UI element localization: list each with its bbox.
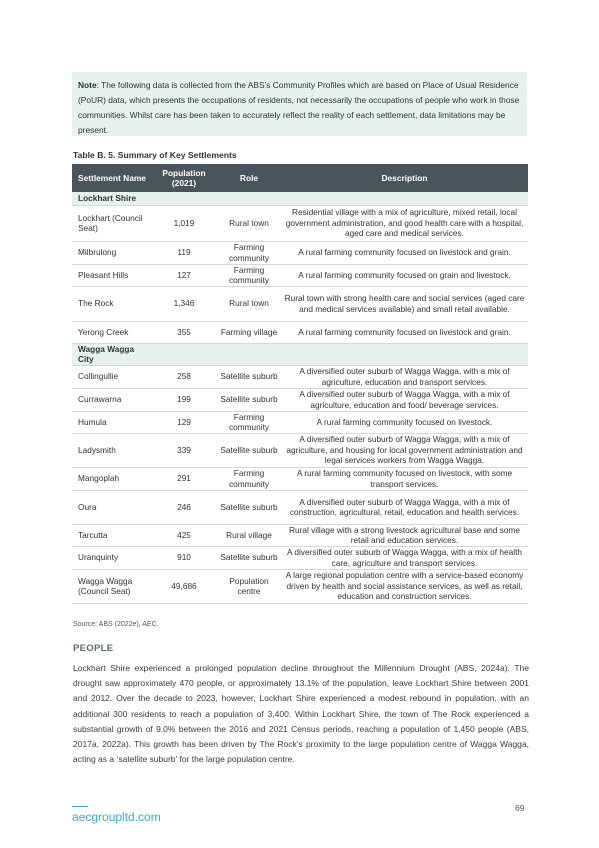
header-settlement-name: Settlement Name bbox=[72, 164, 151, 192]
population-value: 910 bbox=[151, 546, 217, 569]
settlement-description: A rural farming community focused on grain and livestock. bbox=[281, 264, 528, 286]
settlement-description: A diversified outer suburb of Wagga Wagga, with a mix of agriculture, and housing for local government administration and legal services workers from Wagga Wagga. bbox=[281, 433, 528, 467]
footer-logo[interactable]: aecgroupltd.com bbox=[72, 810, 161, 824]
settlement-role: Farming community bbox=[217, 467, 281, 490]
settlement-role: Population centre bbox=[217, 569, 281, 603]
table-row bbox=[72, 264, 528, 286]
settlement-name: Lockhart (Council Seat) bbox=[72, 205, 151, 241]
population-value: 199 bbox=[151, 388, 217, 411]
population-value: 355 bbox=[151, 321, 217, 343]
group-label: Wagga Wagga City bbox=[72, 343, 528, 365]
settlement-description: A diversified outer suburb of Wagga Wagga, with a mix of health care, agriculture and transport services. bbox=[281, 546, 528, 569]
footer-accent-line bbox=[72, 806, 88, 807]
group-label: Lockhart Shire bbox=[72, 192, 528, 205]
table-row bbox=[72, 241, 528, 264]
settlement-role: Satellite suburb bbox=[217, 365, 281, 388]
settlement-name: Tarcutta bbox=[72, 524, 151, 546]
settlement-description: Residential village with a mix of agriculture, mixed retail, local government administration, and good health care with a hospital, aged care and medical services. bbox=[281, 205, 528, 241]
population-value: 246 bbox=[151, 490, 217, 524]
settlement-name: Wagga Wagga (Council Seat) bbox=[72, 569, 151, 603]
table-row bbox=[72, 321, 528, 343]
section-heading: PEOPLE bbox=[73, 643, 114, 654]
settlement-description: A rural farming community focused on livestock, with some transport services. bbox=[281, 467, 528, 490]
settlement-name: Milbrulong bbox=[72, 241, 151, 264]
population-value: 49,686 bbox=[151, 569, 217, 603]
population-value: 258 bbox=[151, 365, 217, 388]
settlement-role: Farming community bbox=[217, 264, 281, 286]
table-row bbox=[72, 524, 528, 546]
settlement-description: Rural town with strong health care and social services (aged care and medical services available) and small retail available. bbox=[281, 286, 528, 321]
settlement-description: Rural village with a strong livestock agricultural base and some retail and education services. bbox=[281, 524, 528, 546]
settlement-role: Satellite suburb bbox=[217, 388, 281, 411]
population-value: 129 bbox=[151, 411, 217, 433]
settlement-name: Humula bbox=[72, 411, 151, 433]
settlement-role: Satellite suburb bbox=[217, 433, 281, 467]
table-row bbox=[72, 365, 528, 388]
settlement-name: Pleasant Hills bbox=[72, 264, 151, 286]
settlement-name: Collingullie bbox=[72, 365, 151, 388]
population-value: 1,019 bbox=[151, 205, 217, 241]
settlement-role: Farming village bbox=[217, 321, 281, 343]
settlement-description: A diversified outer suburb of Wagga Wagga, with a mix of agriculture, education and food/ beverage services. bbox=[281, 388, 528, 411]
table-row bbox=[72, 467, 528, 490]
table-title: Table B. 5. Summary of Key Settlements bbox=[73, 150, 237, 160]
settlement-name: Currawarna bbox=[72, 388, 151, 411]
settlement-role: Rural town bbox=[217, 205, 281, 241]
table-row bbox=[72, 388, 528, 411]
settlement-description: A diversified outer suburb of Wagga Wagga, with a mix of agriculture, education and transport services. bbox=[281, 365, 528, 388]
settlement-name: The Rock bbox=[72, 286, 151, 321]
note-label: Note bbox=[78, 80, 97, 90]
population-value: 1,346 bbox=[151, 286, 217, 321]
table-group-row bbox=[72, 343, 528, 365]
table-group-row bbox=[72, 192, 528, 205]
settlement-role: Farming community bbox=[217, 241, 281, 264]
table-row bbox=[72, 546, 528, 569]
header-role: Role bbox=[217, 164, 281, 192]
population-value: 127 bbox=[151, 264, 217, 286]
settlement-name: Mangoplah bbox=[72, 467, 151, 490]
section-paragraph: Lockhart Shire experienced a prolonged population decline throughout the Millennium Drought (ABS, 2024a). The drought saw approximately 470 people, or approximately 13.1% of the population, leave Lockhart Shire between 2001 and 2012. Over the decade to 2023, however, Lockhart Shire experienced a modest rebound in population, with an additional 300 residents to reach a population of 3,400. Within Lockhart Shire, the town of The Rock experienced a substantial growth of 9.0% between the 2016 and 2021 Census periods, reaching a population of 1,450 people (ABS, 2017a, 2022a). This growth has been driven by The Rock’s proximity to the large population centre of Wagga Wagga, acting as a ‘satellite suburb’ for the large population centre. bbox=[73, 663, 529, 765]
population-value: 425 bbox=[151, 524, 217, 546]
table-header-row bbox=[72, 164, 528, 192]
settlement-description: A rural farming community focused on livestock and grain. bbox=[281, 321, 528, 343]
table-row bbox=[72, 569, 528, 603]
table-source: Source: ABS (2022e), AEC. bbox=[73, 621, 159, 628]
page-number: 69 bbox=[515, 803, 525, 813]
settlement-description: A diversified outer suburb of Wagga Wagga, with a mix of construction, agricultural, retail, education and health services. bbox=[281, 490, 528, 524]
table-row bbox=[72, 411, 528, 433]
table-row bbox=[72, 205, 528, 241]
settlement-role: Satellite suburb bbox=[217, 490, 281, 524]
population-value: 119 bbox=[151, 241, 217, 264]
table-row bbox=[72, 286, 528, 321]
table-row bbox=[72, 433, 528, 467]
settlement-name: Oura bbox=[72, 490, 151, 524]
settlement-role: Satellite suburb bbox=[217, 546, 281, 569]
settlement-name: Ladysmith bbox=[72, 433, 151, 467]
table-row bbox=[72, 490, 528, 524]
settlement-name: Yerong Creek bbox=[72, 321, 151, 343]
settlement-description: A rural farming community focused on livestock and grain. bbox=[281, 241, 528, 264]
settlement-description: A rural farming community focused on livestock. bbox=[281, 411, 528, 433]
header-population: Population (2021) bbox=[151, 164, 217, 192]
population-value: 339 bbox=[151, 433, 217, 467]
note-text: : The following data is collected from the ABS’s Community Profiles which are based on Place of Usual Residence (PoUR) data, which presents the occupations of residents, not necessarily the occupations of people who work in those communities. Whilst care has been taken to accurately reflect the reality of each settlement, data limitations may be present. bbox=[78, 80, 520, 135]
settlements-table bbox=[72, 164, 528, 604]
table-body bbox=[72, 192, 528, 603]
header-description: Description bbox=[281, 164, 528, 192]
settlement-name: Uranquinty bbox=[72, 546, 151, 569]
settlement-role: Rural village bbox=[217, 524, 281, 546]
settlement-role: Rural town bbox=[217, 286, 281, 321]
data-note bbox=[72, 72, 527, 136]
settlement-role: Farming community bbox=[217, 411, 281, 433]
population-value: 291 bbox=[151, 467, 217, 490]
settlement-description: A large regional population centre with a service-based economy driven by health and social assistance services, as well as retail, education and construction services. bbox=[281, 569, 528, 603]
